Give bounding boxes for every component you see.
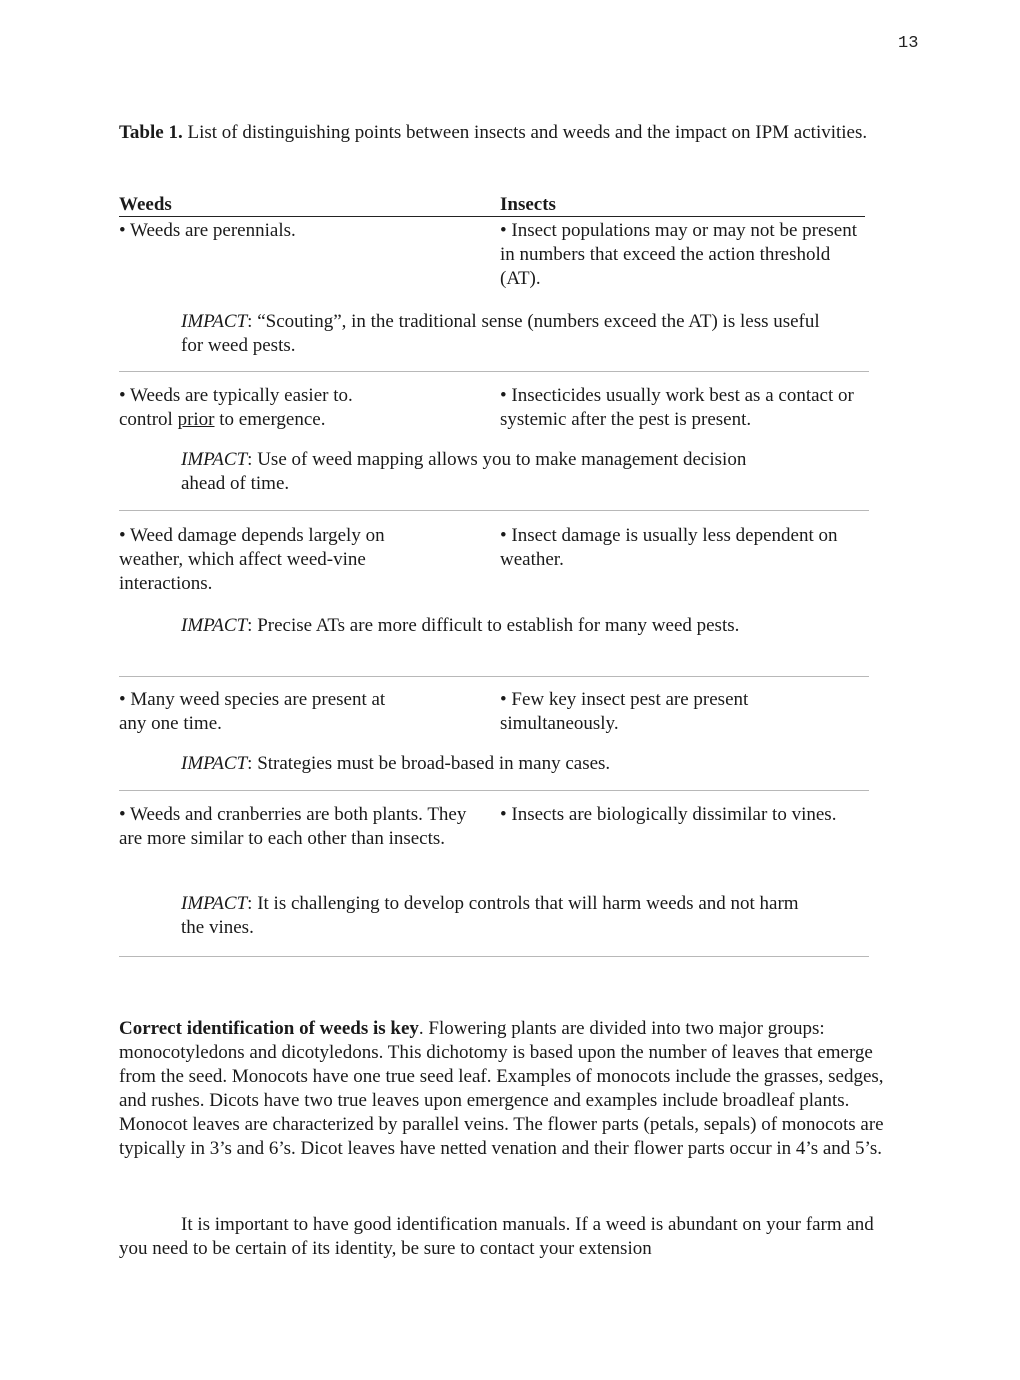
row-divider [119, 790, 869, 791]
row-4-impact [181, 752, 841, 776]
impact-label: IMPACT [181, 311, 248, 332]
body-paragraph-2: It is important to have good identification manuals. If a weed is abundant on your farm and you need to be certain of its identity, be sure to contact your extension [119, 1214, 874, 1259]
row-2-insect-point: • Insecticides usually work best as a contact or systemic after the pest is present. [500, 385, 854, 430]
row-3-weed-point: • Weed damage depends largely on weather, which affect weed-vine interactions. [119, 525, 385, 594]
row-3-impact [181, 614, 781, 638]
body-paragraph-1-lead: Correct identification of weeds is key [119, 1018, 419, 1039]
column-header-weeds: Weeds [119, 194, 172, 215]
row-5-insect-point: • Insects are biologically dissimilar to vines. [500, 804, 837, 825]
row-2-impact [181, 448, 781, 496]
header-rule [119, 216, 865, 217]
row-2-weed-text-b: to emergence. [214, 409, 326, 430]
row-divider [119, 956, 869, 957]
impact-label: IMPACT [181, 893, 248, 914]
row-5-impact [181, 892, 811, 940]
body-paragraph-1-text: . Flowering plants are divided into two major groups: monocotyledons and dicotyledons. This dichotomy is based upon the number of leaves that emerge from the seed. Monocots have one true seed leaf. Examples of monocots include the grasses, sedges, and rushes. Dicots have two true leaves upon emergence and examples include broadleaf plants. Monocot leaves are characterized by parallel veins. The flower parts (petals, sepals) of monocots are typically in 3’s and 6’s. Dicot leaves have netted venation and their flower parts occur in 4’s and 5’s. [119, 1018, 884, 1159]
row-3-impact-text: : Precise ATs are more difficult to establish for many weed pests. [247, 615, 740, 636]
impact-label: IMPACT [181, 615, 248, 636]
row-2-weed-point [119, 384, 399, 432]
row-1-impact-text: : “Scouting”, in the traditional sense (numbers exceed the AT) is less useful for weed pests. [181, 311, 820, 356]
table-caption-text: List of distinguishing points between insects and weeds and the impact on IPM activities. [182, 122, 868, 143]
row-5-weed-point: • Weeds and cranberries are both plants. They are more similar to each other than insects. [119, 804, 467, 849]
row-3-insect-point: • Insect damage is usually less dependent on weather. [500, 525, 838, 570]
row-4-impact-text: : Strategies must be broad-based in many cases. [247, 753, 611, 774]
row-divider [119, 676, 869, 677]
row-5-impact-text: : It is challenging to develop controls that will harm weeds and not harm the vines. [181, 893, 799, 938]
impact-label: IMPACT [181, 449, 248, 470]
page-number: 13 [898, 34, 919, 53]
row-1-insect-point: • Insect populations may or may not be present in numbers that exceed the action threshold (AT). [500, 220, 858, 289]
table-caption [119, 121, 899, 145]
table-caption-label: Table 1. [119, 122, 183, 143]
row-2-weed-text-a: • Weeds are typically easier to. control [119, 385, 353, 430]
row-4-insect-point: • Few key insect pest are present simultaneously. [500, 689, 749, 734]
row-1-weed-point: • Weeds are perennials. [119, 220, 296, 241]
row-2-impact-text: : Use of weed mapping allows you to make management decision ahead of time. [181, 449, 747, 494]
row-2-weed-underlined: prior [177, 409, 215, 430]
row-4-weed-point: • Many weed species are present at any one time. [119, 689, 386, 734]
column-header-insects: Insects [500, 194, 556, 215]
row-divider [119, 510, 869, 511]
body-paragraph-1 [119, 1017, 889, 1161]
row-1-impact [181, 310, 841, 358]
row-divider [119, 371, 869, 372]
impact-label: IMPACT [181, 753, 248, 774]
